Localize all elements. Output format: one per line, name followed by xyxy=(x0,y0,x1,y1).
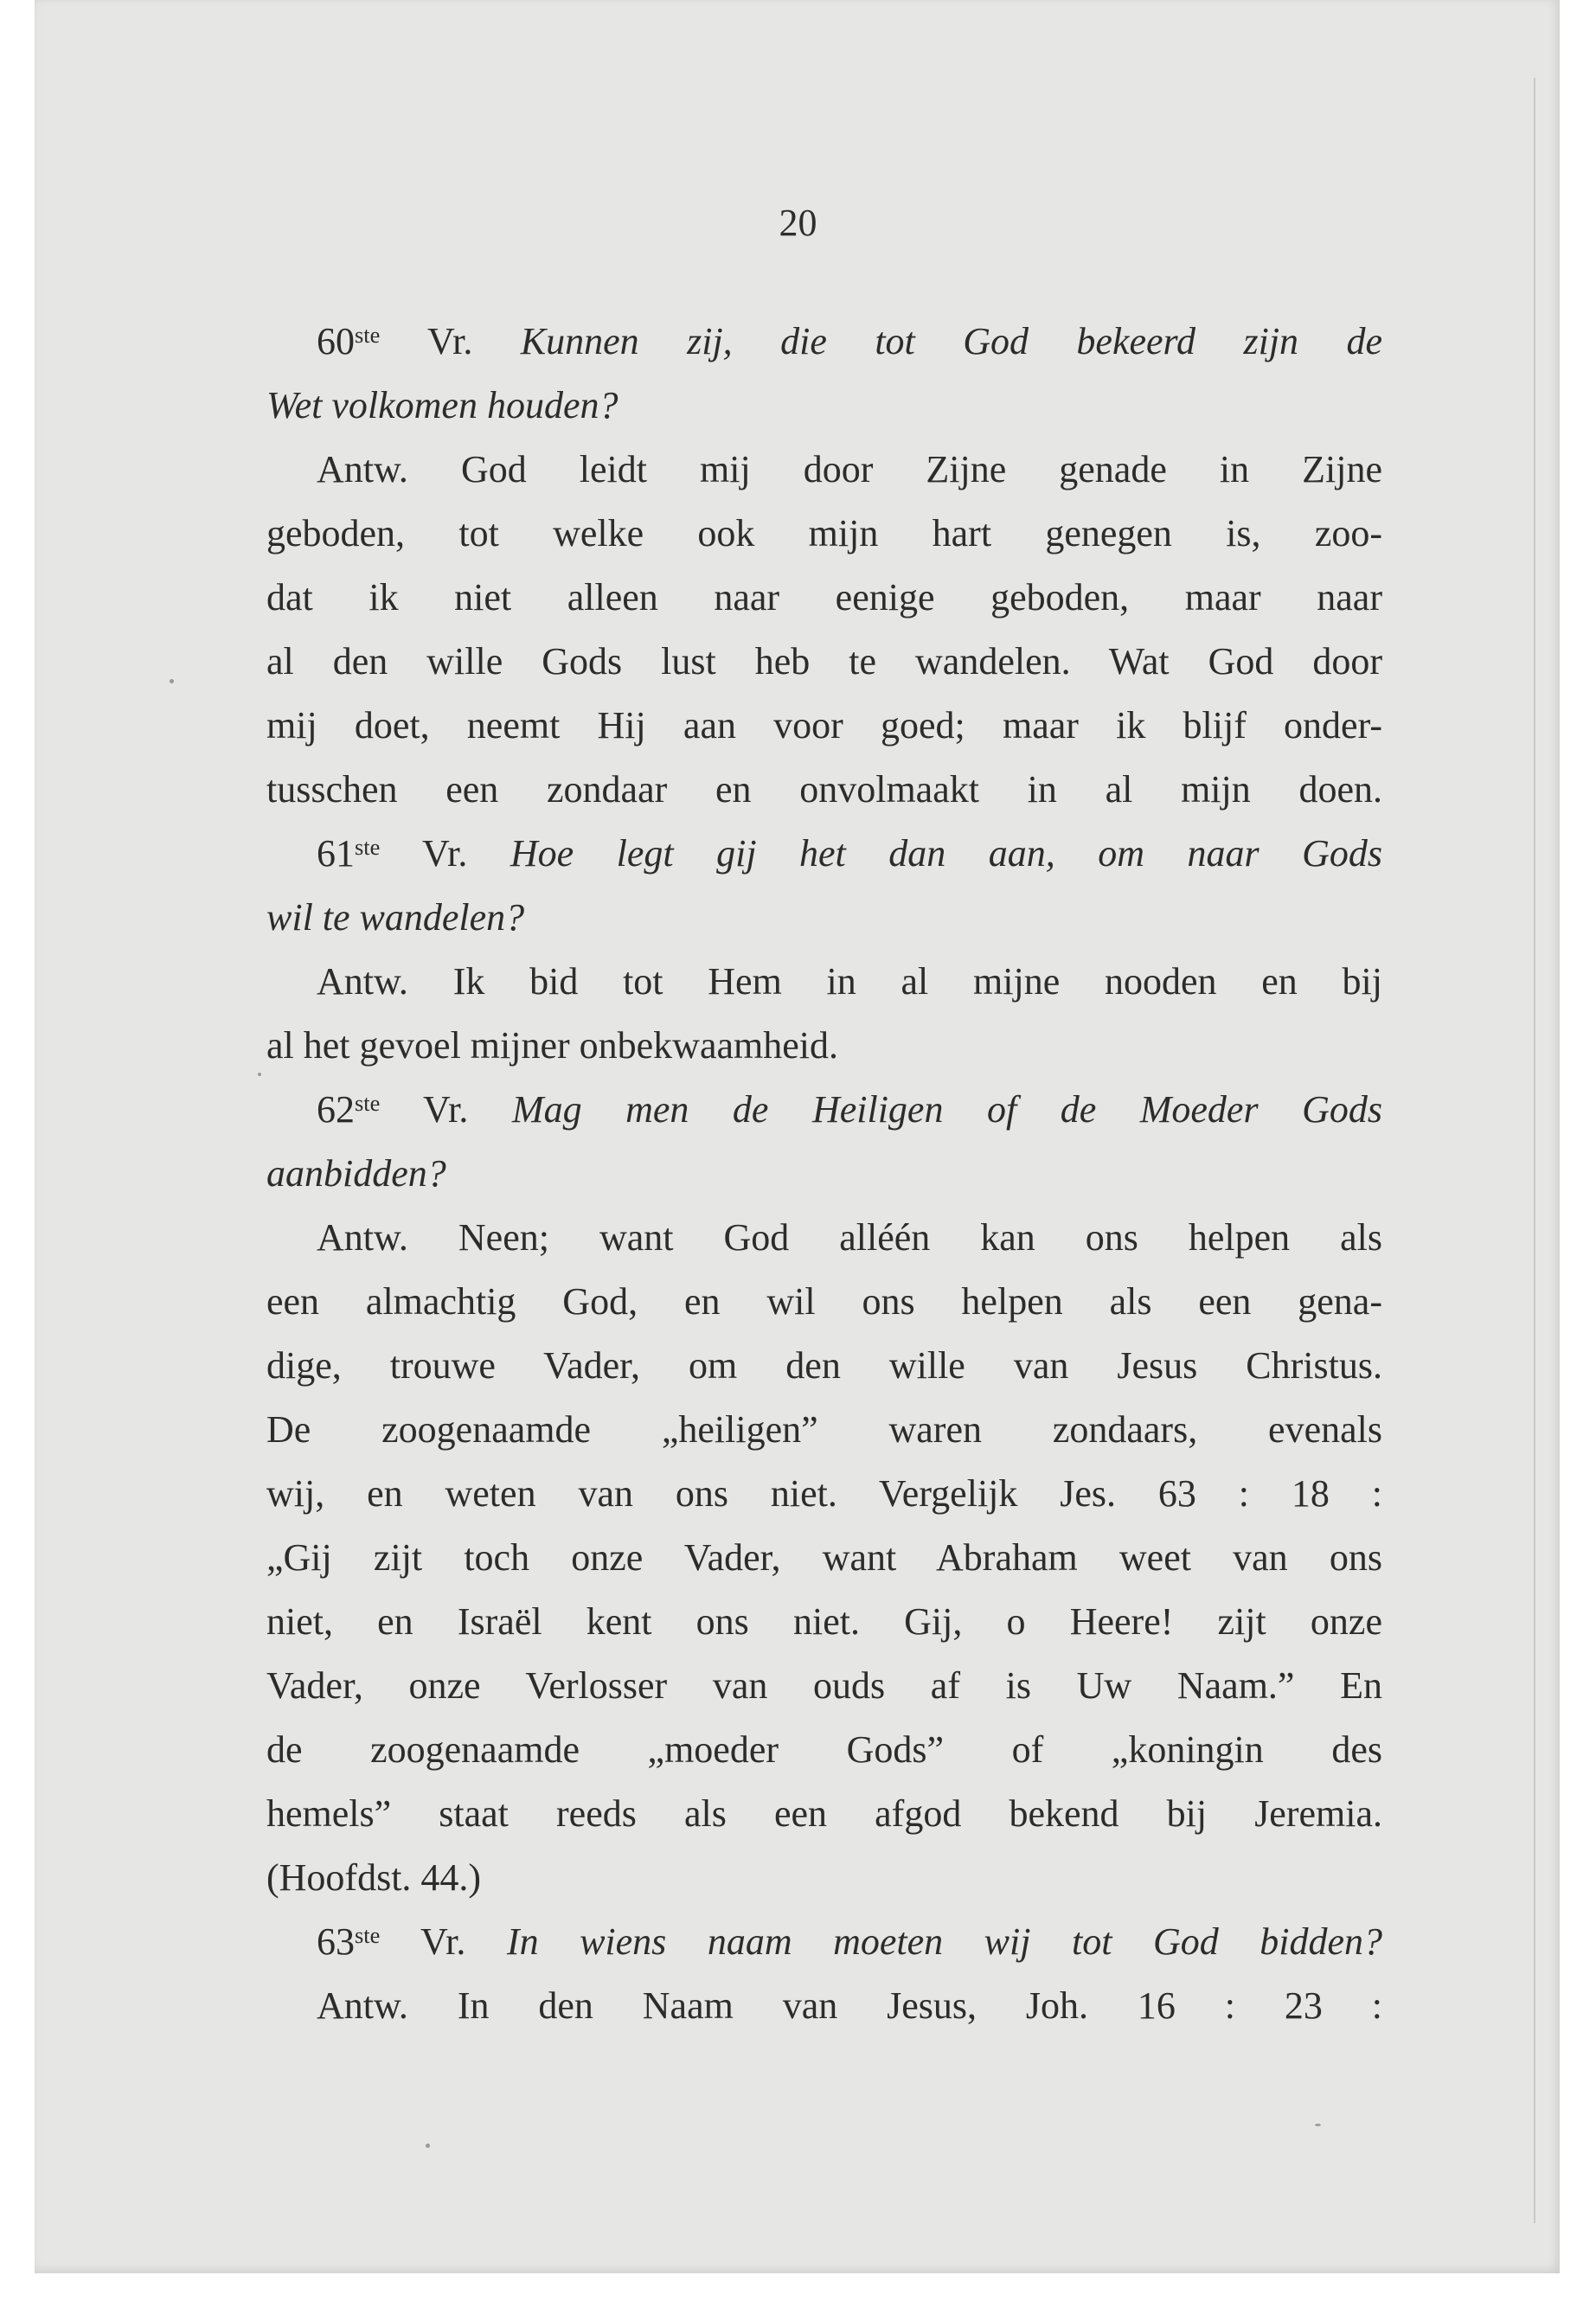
answer-text: Vader, onze Verlosser van ouds af is Uw Naam.” En xyxy=(266,1664,1382,1707)
question-text: Mag men de Heiligen of de Moeder Gods xyxy=(511,1088,1382,1131)
ordinal-suffix: ste xyxy=(355,321,381,348)
ordinal-suffix: ste xyxy=(355,1089,381,1116)
paper-speck xyxy=(258,1073,261,1076)
answer-61 xyxy=(266,950,1382,1014)
paper-speck xyxy=(426,2144,430,2148)
answer-label: Antw. xyxy=(317,1984,408,2027)
question-number: 60 xyxy=(317,320,355,362)
page-text xyxy=(266,310,1382,2038)
answer-60 xyxy=(266,438,1382,502)
question-text: aanbidden? xyxy=(266,1152,446,1195)
answer-text: tusschen een zondaar en onvolmaakt in al mijn doen. xyxy=(266,768,1382,811)
question-number: 63 xyxy=(317,1920,355,1963)
ordinal-suffix: ste xyxy=(355,1921,381,1948)
answer-text: een almachtig God, en wil ons helpen als een gena- xyxy=(266,1280,1382,1323)
question-label: Vr. xyxy=(420,1920,466,1963)
page-edge xyxy=(1534,78,1535,2223)
question-label: Vr. xyxy=(423,1088,469,1131)
answer-text: de zoogenaamde „moeder Gods” of „koningin des xyxy=(266,1728,1382,1771)
answer-text: (Hoofdst. 44.) xyxy=(266,1856,482,1899)
question-62 xyxy=(266,1078,1382,1142)
paper-speck xyxy=(170,679,174,683)
answer-text: De zoogenaamde „heiligen” waren zondaars, evenals xyxy=(266,1408,1382,1451)
answer-text: Neen; want God alléén kan ons helpen als xyxy=(458,1216,1382,1259)
answer-63 xyxy=(266,1974,1382,2038)
question-text: Hoe legt gij het dan aan, om naar Gods xyxy=(510,832,1382,875)
question-63 xyxy=(266,1910,1382,1974)
answer-text: al het gevoel mijner onbekwaamheid. xyxy=(266,1024,838,1067)
answer-label: Antw. xyxy=(317,448,408,490)
question-61 xyxy=(266,822,1382,886)
question-60 xyxy=(266,310,1382,374)
question-label: Vr. xyxy=(422,832,468,875)
question-text: Wet volkomen houden? xyxy=(266,384,619,426)
answer-text: hemels” staat reeds als een afgod bekend bij Jeremia. xyxy=(266,1792,1382,1835)
page-number: 20 xyxy=(779,202,817,244)
question-number: 61 xyxy=(317,832,355,875)
answer-label: Antw. xyxy=(317,1216,408,1259)
answer-text: mij doet, neemt Hij aan voor goed; maar ik blijf onder- xyxy=(266,704,1382,747)
question-text: wil te wandelen? xyxy=(266,896,525,939)
answer-text: God leidt mij door Zijne genade in Zijne xyxy=(460,448,1382,490)
answer-text: „Gij zijt toch onze Vader, want Abraham weet van ons xyxy=(266,1536,1382,1579)
answer-text: dige, trouwe Vader, om den wille van Jesus Christus. xyxy=(266,1344,1382,1387)
question-text: In wiens naam moeten wij tot God bidden? xyxy=(506,1920,1382,1963)
answer-text: dat ik niet alleen naar eenige geboden, maar naar xyxy=(266,576,1382,619)
answer-text: geboden, tot welke ook mijn hart genegen is, zoo- xyxy=(266,512,1382,554)
question-label: Vr. xyxy=(426,320,473,362)
paper-speck xyxy=(1315,2124,1321,2126)
answer-text: Ik bid tot Hem in al mijne nooden en bij xyxy=(452,960,1383,1003)
question-number: 62 xyxy=(317,1088,355,1131)
answer-text: al den wille Gods lust heb te wandelen. Wat God door xyxy=(266,640,1382,683)
answer-text: wij, en weten van ons niet. Vergelijk Jes. 63 : 18 : xyxy=(266,1472,1382,1515)
ordinal-suffix: ste xyxy=(355,833,381,860)
answer-text: niet, en Israël kent ons niet. Gij, o Heere! zijt onze xyxy=(266,1600,1382,1643)
question-text: Kunnen zij, die tot God bekeerd zijn de xyxy=(520,320,1383,362)
answer-62 xyxy=(266,1206,1382,1270)
answer-text: In den Naam van Jesus, Joh. 16 : 23 : xyxy=(457,1984,1382,2027)
answer-label: Antw. xyxy=(317,960,408,1003)
